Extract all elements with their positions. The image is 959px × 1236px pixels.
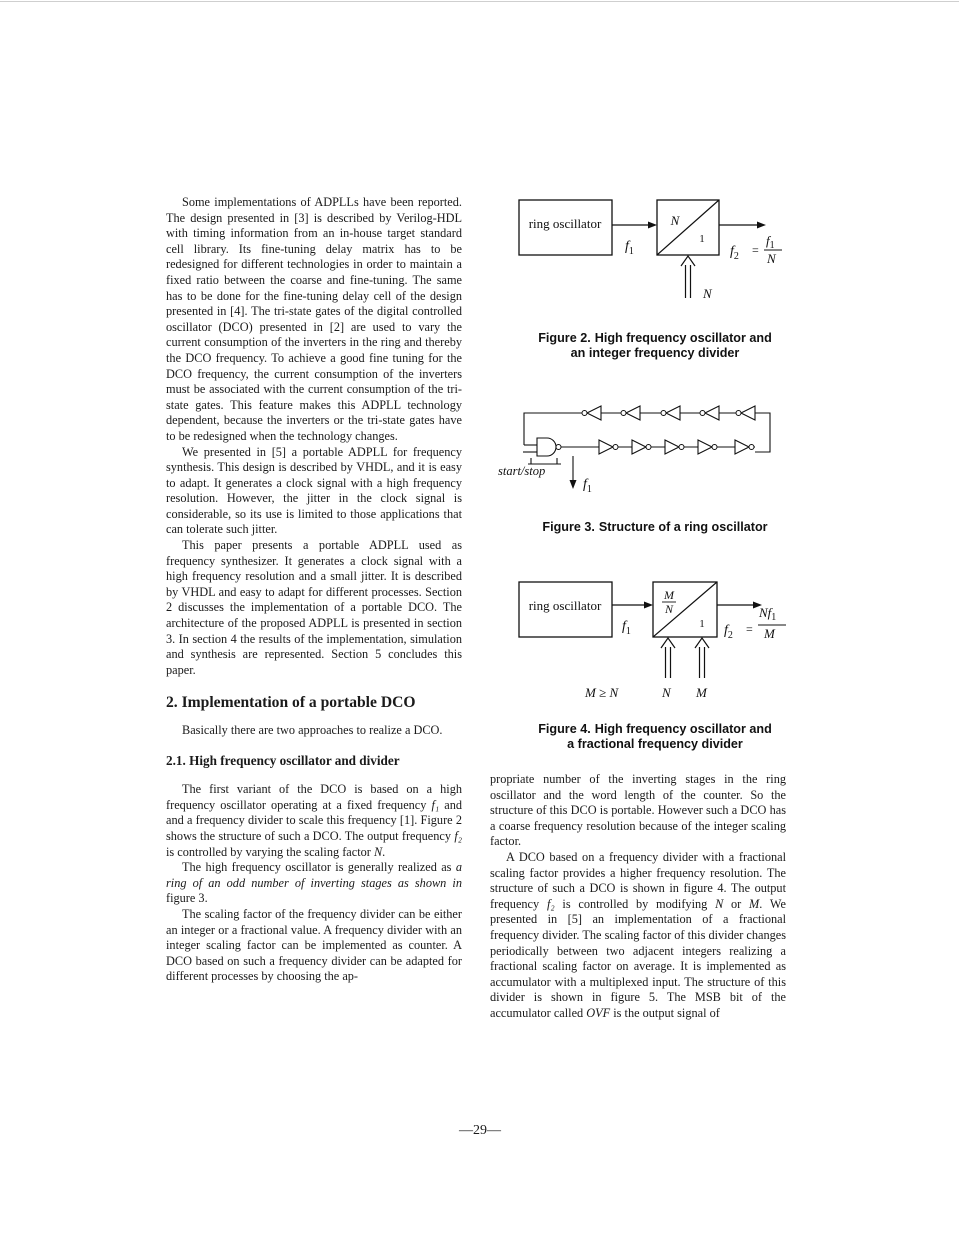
text-span: The high frequency oscillator is generally realized as xyxy=(182,860,452,875)
left-column xyxy=(166,195,462,985)
label-f1: $f_1$ xyxy=(625,239,634,257)
divider-bottom: 1 xyxy=(699,618,705,630)
caption-line: Figure 4. High frequency oscillator and xyxy=(538,722,772,736)
inverter-bubble xyxy=(621,411,626,416)
divider-top-num: M xyxy=(664,588,674,602)
math-ovf: OVF xyxy=(586,1005,611,1020)
paragraph: We presented in [5] a portable ADPLL for frequency synthesis. This design is described by VHDL, and it is easy to adapt. It generates a clock signal with a high frequency resolution. However, the jitter in the clock signal is considerable, so its use is limited to those applications that can tolerate such jitter. xyxy=(166,444,462,537)
oscillator-label: ring oscillator xyxy=(528,598,602,613)
inverter-bubble xyxy=(712,445,717,450)
divider-diagonal xyxy=(653,582,717,637)
nand-gate-icon xyxy=(537,438,556,456)
arrow-icon xyxy=(757,222,766,229)
math-f2: f₂ xyxy=(454,828,463,843)
output-label: $f_1$ xyxy=(583,477,592,495)
bus-arrow-icon xyxy=(681,256,695,266)
figure-4-caption xyxy=(505,722,805,752)
subsection-title: 2.1. High frequency oscillator and divider xyxy=(166,752,400,768)
text-span: and a frequency divider to scale this frequency [1]. Figure 2 shows the structure of such a DCO. The output frequency xyxy=(166,813,462,843)
caption-line: Figure 3. Structure of a ring oscillator xyxy=(542,520,768,534)
inverter-bubble xyxy=(736,411,741,416)
oscillator-label: ring oscillator xyxy=(528,216,602,231)
divider-diagonal xyxy=(657,200,719,255)
arrow-icon xyxy=(570,480,577,489)
bus-arrow-icon xyxy=(661,638,675,648)
divider-top: N xyxy=(670,213,680,228)
control-label: N xyxy=(703,286,712,301)
top-rule xyxy=(0,1,959,2)
section-title: 2. Implementation of a portable DCO xyxy=(166,694,416,712)
inverter-icon xyxy=(665,440,679,454)
divider-bottom: 1 xyxy=(699,233,705,245)
text-span: . We presented in [5] an implementation of a fractional frequency divider. The scaling factor of this divider changes periodically between two adjacent integers realizing a fractional scaling factor on average. It is implemented as accumulator with a multiplexed input. The structure of this divider is shown in figure 5. The MSB bit of the accumulator called xyxy=(490,896,786,1020)
inverter-icon xyxy=(632,440,646,454)
text-span: a ring of an odd number of inverting stages as shown in xyxy=(166,860,462,890)
fraction-denominator: M xyxy=(764,626,775,641)
inverter-bubble xyxy=(646,445,651,450)
inverter-icon xyxy=(626,406,640,420)
inverter-icon xyxy=(599,440,613,454)
divider-top-den: N xyxy=(664,602,674,616)
inverter-icon xyxy=(705,406,719,420)
math-m: M xyxy=(749,896,760,911)
text-span: is the output signal of xyxy=(613,1005,720,1020)
math-f2: f₂ xyxy=(546,896,555,911)
math-n: N xyxy=(715,896,724,911)
control-bus-m xyxy=(695,638,709,678)
inverter-icon xyxy=(741,406,755,420)
label-f1: $f_1$ xyxy=(622,619,631,637)
equals-sign: = xyxy=(752,243,759,257)
inverter-icon xyxy=(735,440,749,454)
paragraph: Some implementations of ADPLLs have been reported. The design presented in [3] is described by Verilog-HDL with timing information from an in-house target standard cell library. Its fine-tuning delay matrix has to be redesigned for different technologies in order to maintain a fixed ratio between the coarse and fine-tuning. The same has to be done for the fine-tuning delay cell of the design presented in [4]. The tri-state gates of the digital controlled oscillator (DCO) presented in [2] are used to vary the current consumption of the inverters in the ring and thereby the DCO frequency. To achieve a good fine tuning for the DCO frequency, the current consumption of the inverters must be associated with the current consumption of the tri-state gates. This feature makes this ADPLL technology dependent, because the inverters or the tri-state gates have to be redesigned when the technology changes. xyxy=(166,195,462,443)
math-f1: f₁ xyxy=(431,797,440,812)
inverter-icon xyxy=(666,406,680,420)
page-number: —29— xyxy=(459,1123,501,1138)
inverter-bubble xyxy=(700,411,705,416)
inverter-bubble xyxy=(679,445,684,450)
figure-4-diagram xyxy=(512,577,802,702)
text-span: figure 3. xyxy=(166,891,208,906)
figure-2-caption xyxy=(505,331,805,361)
paragraph: The first variant of the DCO is based on a high frequency oscillator operating at a fixed frequency f₁ and and a frequency divider to scale this frequency [1]. Figure 2 shows the structure of such a DCO. The output frequency f₂ is controlled by varying the scaling factor N. xyxy=(166,782,463,859)
paragraph: propriate number of the inverting stages in the ring oscillator and the word length of the counter. So the structure of this DCO is portable. However such a DCO has a coarse frequency resolution because of the integer scaling factor. xyxy=(490,772,786,849)
inverter-bubble xyxy=(749,445,754,450)
caption-line: Figure 2. High frequency oscillator and xyxy=(538,331,772,345)
right-column xyxy=(490,772,786,1022)
paragraph: The scaling factor of the frequency divider can be either an integer or a fractional value. A frequency divider with an integer scaling factor can be implemented as counter. A DCO based on such a frequency divider can be adapted for different processes by choosing the ap- xyxy=(166,906,462,984)
inverter-bubble xyxy=(613,445,618,450)
inverter-icon xyxy=(587,406,601,420)
fraction-numerator: $Nf_1$ xyxy=(759,605,777,623)
inverter-bubble xyxy=(582,411,587,416)
text-span: or xyxy=(731,896,742,911)
text-span: is controlled by varying the scaling factor xyxy=(166,844,371,859)
fraction-numerator: $f_1$ xyxy=(766,233,775,251)
text-span: A DCO based on a frequency divider with a fractional scaling factor provides a higher frequency resolution. The structure of such a DCO is shown in figure 4. The output frequency xyxy=(490,849,786,911)
figure-3-diagram xyxy=(495,396,780,496)
equals-sign: = xyxy=(746,622,753,636)
arrow-icon xyxy=(644,602,653,609)
inverter-icon xyxy=(698,440,712,454)
text-span: is controlled by modifying xyxy=(562,896,708,911)
text-span: The first variant of the DCO is based on a high frequency oscillator operating at a fixed frequency xyxy=(166,782,462,812)
paragraph: Basically there are two approaches to realize a DCO. xyxy=(182,723,443,737)
label-f2: $f_2$ xyxy=(730,244,739,262)
caption-line: an integer frequency divider xyxy=(570,346,740,360)
figure-2-diagram xyxy=(512,195,802,305)
paragraph xyxy=(166,860,462,907)
inverter-bubble xyxy=(661,411,666,416)
label-f2: $f_2$ xyxy=(724,623,733,641)
control-bus-n xyxy=(661,638,675,678)
figure-3-caption xyxy=(505,520,805,535)
constraint-label: M ≥ N xyxy=(585,685,619,700)
paragraph: This paper presents a portable ADPLL used as frequency synthesizer. It generates a clock signal with a high frequency resolution and a small jitter. It is described by VHDL and easy to adapt for different processes. Section 2 discusses the implementation of a portable DCO. The architecture of the proposed ADPLL is presented in section 3. In section 4 the results of the implementation, simulation and synthesis are represented. Section 5 concludes this paper. xyxy=(166,538,462,677)
control-label-n: N xyxy=(662,685,671,700)
fraction-denominator: N xyxy=(767,251,776,266)
start-stop-label: start/stop xyxy=(498,464,546,478)
paragraph xyxy=(490,850,786,1022)
arrow-icon xyxy=(648,222,657,229)
caption-line: a fractional frequency divider xyxy=(567,737,743,751)
nand-bubble xyxy=(556,445,561,450)
bus-arrow-icon xyxy=(695,638,709,648)
math-n: N xyxy=(373,844,383,859)
control-label-m: M xyxy=(696,685,707,700)
